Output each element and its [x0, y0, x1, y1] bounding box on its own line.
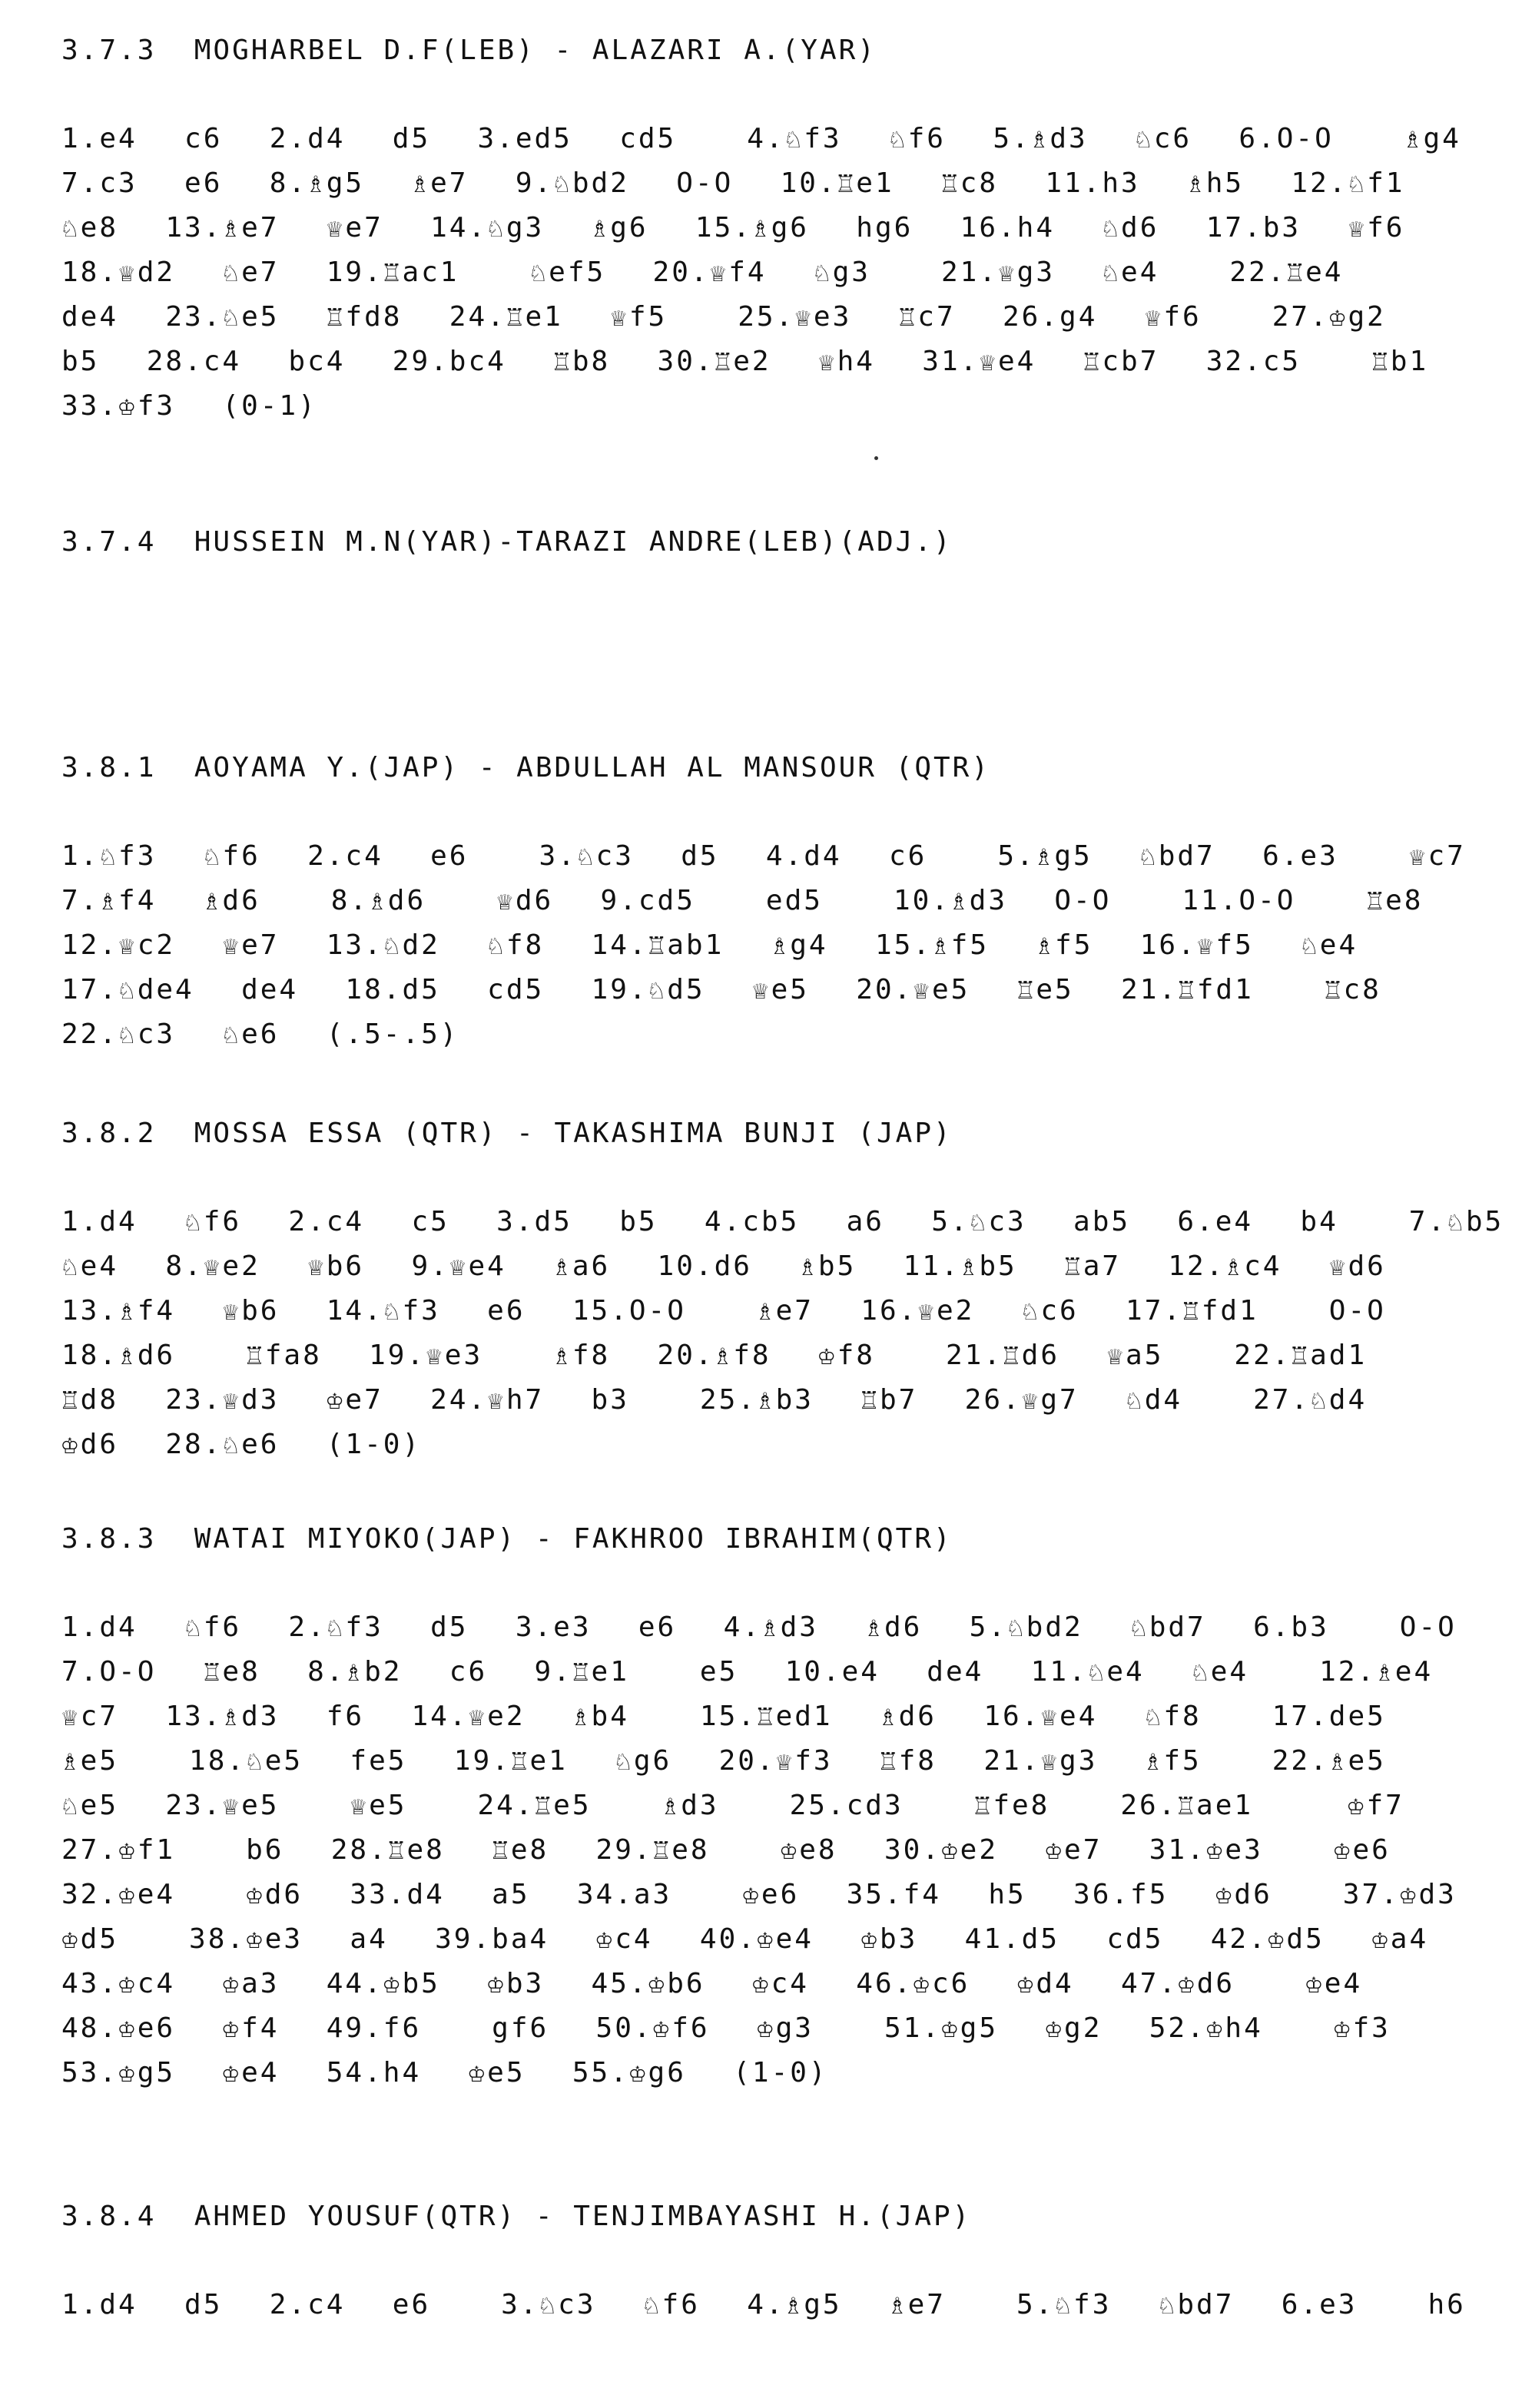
move-line: ♘e5 23.♕e5 ♕e5 24.♖e5 ♗d3 25.cd3 ♖fe8 26.♖ae1 ♔f7: [61, 1790, 1404, 1821]
move-line: 1.d4 d5 2.c4 e6 3.♘c3 ♘f6 4.♗g5 ♗e7 5.♘f3 ♘bd7 6.e3 h6: [61, 2289, 1466, 2320]
game-3-7-3: [61, 29, 1475, 422]
game-3-8-4: [61, 2195, 1475, 2327]
game-heading: 3.7.3 MOGHARBEL D.F(LEB) - ALAZARI A.(YAR): [61, 35, 877, 66]
move-line: ♗e5 18.♘e5 fe5 19.♖e1 ♘g6 20.♕f3 ♖f8 21.♕g3 ♗f5 22.♗e5: [61, 1745, 1386, 1777]
move-line: 18.♕d2 ♘e7 19.♖ac1 ♘ef5 20.♕f4 ♘g3 21.♕g3 ♘e4 22.♖e4: [61, 257, 1344, 288]
move-line: 22.♘c3 ♘e6 (.5-.5): [61, 1019, 459, 1050]
move-line: 53.♔g5 ♔e4 54.h4 ♔e5 55.♔g6 (1-0): [61, 2057, 828, 2088]
game-3-7-4: [61, 521, 1475, 625]
move-line: 1.♘f3 ♘f6 2.c4 e6 3.♘c3 d5 4.d4 c6 5.♗g5 ♘bd7 6.e3 ♕c7: [61, 840, 1466, 872]
move-line: 17.♘de4 de4 18.d5 cd5 19.♘d5 ♕e5 20.♕e5 ♖e5 21.♖fd1 ♖c8: [61, 974, 1381, 1005]
move-line: ♔d6 28.♘e6 (1-0): [61, 1429, 422, 1460]
game-moves: [61, 834, 1475, 1057]
move-line: ♖d8 23.♕d3 ♔e7 24.♕h7 b3 25.♗b3 ♖b7 26.♕g7 ♘d4 27.♘d4: [61, 1384, 1368, 1416]
move-line: 7.O-O ♖e8 8.♗b2 c6 9.♖e1 e5 10.e4 de4 11.♘e4 ♘e4 12.♗e4: [61, 1656, 1434, 1688]
move-line: 7.c3 e6 8.♗g5 ♗e7 9.♘bd2 O-O 10.♖e1 ♖c8 11.h3 ♗h5 12.♘f1: [61, 167, 1405, 199]
game-heading: 3.8.4 AHMED YOUSUF(QTR) - TENJIMBAYASHI H.(JAP): [61, 2201, 972, 2232]
game-heading: 3.8.2 MOSSA ESSA (QTR) - TAKASHIMA BUNJI (JAP): [61, 1118, 953, 1149]
move-line: 32.♔e4 ♔d6 33.d4 a5 34.a3 ♔e6 35.f4 h5 36.f5 ♔d6 37.♔d3: [61, 1879, 1457, 1910]
move-line: ♔d5 38.♔e3 a4 39.ba4 ♔c4 40.♔e4 ♔b3 41.d5 cd5 42.♔d5 ♔a4: [61, 1923, 1429, 1955]
game-3-8-2: [61, 1112, 1504, 1460]
move-line: 48.♔e6 ♔f4 49.f6 gf6 50.♔f6 ♔g3 51.♔g5 ♔g2 52.♔h4 ♔f3: [61, 2012, 1391, 2044]
move-line: 7.♗f4 ♗d6 8.♗d6 ♕d6 9.cd5 ed5 10.♗d3 O-O 11.O-O ♖e8: [61, 885, 1424, 916]
game-moves: [61, 1200, 1504, 1467]
move-line: ♘e8 13.♗e7 ♕e7 14.♘g3 ♗g6 15.♗g6 hg6 16.h4 ♘d6 17.b3 ♕f6: [61, 212, 1405, 243]
game-moves: [61, 117, 1475, 429]
move-line: 13.♗f4 ♕b6 14.♘f3 e6 15.O-O ♗e7 16.♕e2 ♘c6 17.♖fd1 O-O: [61, 1295, 1386, 1327]
game-heading: 3.7.4 HUSSEIN M.N(YAR)-TARAZI ANDRE(LEB)(ADJ.): [61, 526, 953, 558]
move-line: 12.♕c2 ♕e7 13.♘d2 ♘f8 14.♖ab1 ♗g4 15.♗f5 ♗f5 16.♕f5 ♘e4: [61, 929, 1358, 961]
move-line: de4 23.♘e5 ♖fd8 24.♖e1 ♕f5 25.♕e3 ♖c7 26.g4 ♕f6 27.♔g2: [61, 301, 1386, 333]
move-line: 18.♗d6 ♖fa8 19.♕e3 ♗f8 20.♗f8 ♔f8 21.♖d6 ♕a5 22.♖ad1: [61, 1340, 1368, 1371]
game-moves: [61, 1605, 1475, 2095]
game-moves: [61, 2283, 1475, 2327]
move-line: b5 28.c4 bc4 29.bc4 ♖b8 30.♖e2 ♕h4 31.♕e4 ♖cb7 32.c5 ♖b1: [61, 346, 1429, 377]
move-line: ♕c7 13.♗d3 f6 14.♕e2 ♗b4 15.♖ed1 ♗d6 16.♕e4 ♘f8 17.de5: [61, 1701, 1386, 1732]
game-3-8-3: [61, 1518, 1475, 2098]
move-line: 27.♔f1 b6 28.♖e8 ♖e8 29.♖e8 ♔e8 30.♔e2 ♔e7 31.♔e3 ♔e6: [61, 1834, 1391, 1866]
scoresheet-page: [61, 29, 1504, 2327]
game-3-8-1: [61, 747, 1475, 1050]
move-line: 1.d4 ♘f6 2.♘f3 d5 3.e3 e6 4.♗d3 ♗d6 5.♘bd2 ♘bd7 6.b3 O-O: [61, 1611, 1457, 1643]
move-line: 1.d4 ♘f6 2.c4 c5 3.d5 b5 4.cb5 a6 5.♘c3 ab5 6.e4 b4 7.♘b5: [61, 1206, 1504, 1237]
move-line: 1.e4 c6 2.d4 d5 3.ed5 cd5 4.♘f3 ♘f6 5.♗d3 ♘c6 6.O-O ♗g4: [61, 123, 1461, 154]
game-heading: 3.8.1 AOYAMA Y.(JAP) - ABDULLAH AL MANSOUR (QTR): [61, 752, 991, 783]
game-heading: 3.8.3 WATAI MIYOKO(JAP) - FAKHROO IBRAHIM(QTR): [61, 1523, 953, 1555]
move-line: ♘e4 8.♕e2 ♕b6 9.♕e4 ♗a6 10.d6 ♗b5 11.♗b5 ♖a7 12.♗c4 ♕d6: [61, 1250, 1386, 1282]
move-line: 33.♔f3 (0-1): [61, 390, 317, 422]
ink-speck: [874, 456, 878, 460]
move-line: 43.♔c4 ♔a3 44.♔b5 ♔b3 45.♔b6 ♔c4 46.♔c6 ♔d4 47.♔d6 ♔e4: [61, 1968, 1363, 1999]
